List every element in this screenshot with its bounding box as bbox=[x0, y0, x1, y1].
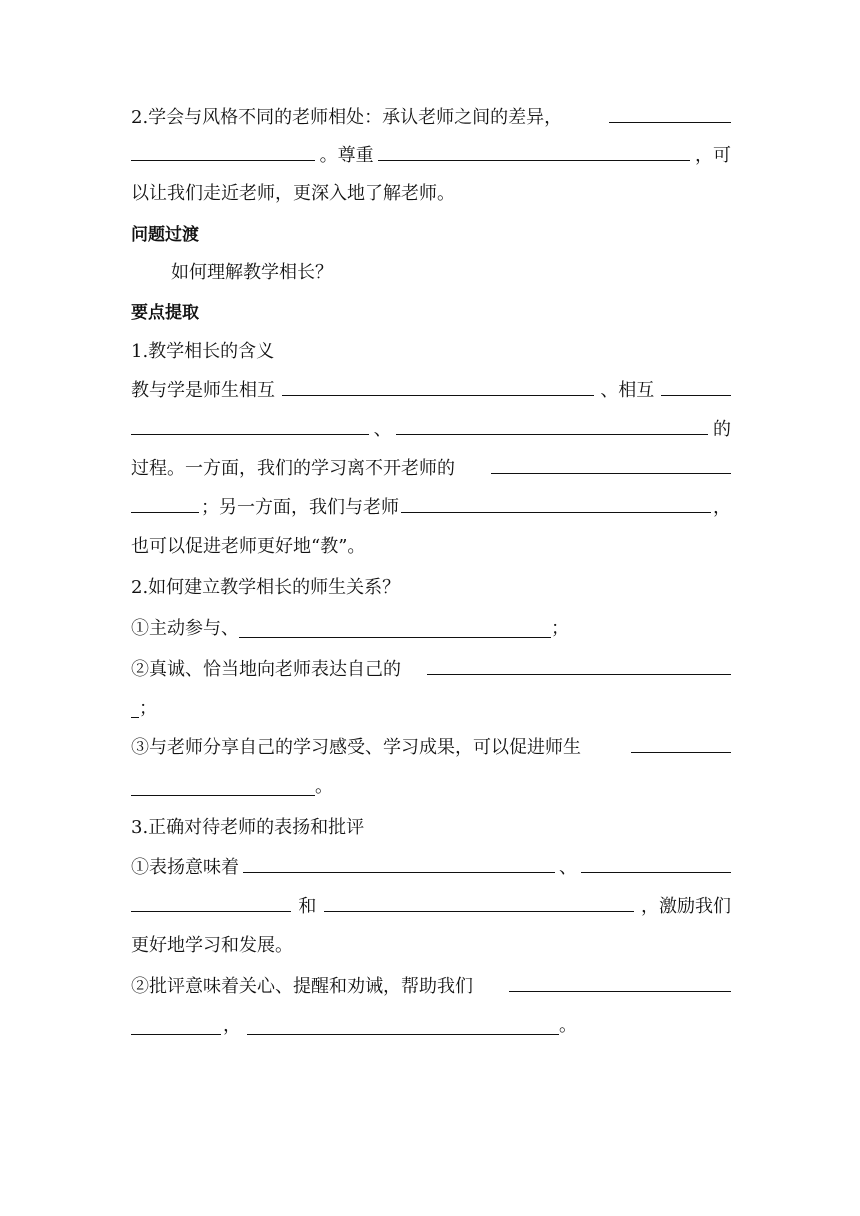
p1-line-2 bbox=[131, 411, 731, 449]
heading-transition: 问题过渡 bbox=[131, 225, 199, 245]
s1-text-2b: ，可 bbox=[694, 145, 731, 166]
p2-text-3-end: 。 bbox=[315, 776, 333, 797]
p2-text-3: ③与老师分享自己的学习感受、学习成果，可以促进师生 bbox=[131, 737, 581, 758]
blank[interactable] bbox=[131, 695, 139, 718]
blank[interactable] bbox=[131, 773, 315, 796]
p2-item-3-cont bbox=[131, 768, 731, 806]
s1-line-1 bbox=[131, 99, 731, 137]
p2-text-1b: ； bbox=[551, 618, 569, 639]
p3-text-1c: 和 bbox=[298, 896, 317, 917]
p1-text-3: 过程。一方面，我们的学习离不开老师的 bbox=[131, 458, 455, 479]
p1-text-5: 也可以促进老师更好地“教”。 bbox=[131, 536, 366, 557]
blank[interactable] bbox=[131, 138, 315, 161]
p3-text-1d: ，激励我们 bbox=[640, 896, 731, 917]
blank[interactable] bbox=[247, 1012, 559, 1035]
p1-line-3 bbox=[131, 450, 731, 488]
s1-text-1: 2.学会与风格不同的老师相处：承认老师之间的差异， bbox=[131, 107, 563, 128]
p1-title: 1.教学相长的含义 bbox=[131, 341, 275, 362]
p3-text-1a: ①表扬意味着 bbox=[131, 857, 239, 878]
p2-text-2-end: ； bbox=[139, 698, 157, 719]
s1-text-2a: 。尊重 bbox=[319, 145, 374, 166]
p1-text-2a: 、 bbox=[373, 419, 392, 440]
blank[interactable] bbox=[378, 138, 690, 161]
blank[interactable] bbox=[131, 889, 291, 912]
p1-text-2b: 的 bbox=[712, 419, 731, 440]
blank[interactable] bbox=[581, 850, 731, 873]
p3-item-2 bbox=[131, 968, 731, 1006]
p2-text-1a: ①主动参与、 bbox=[131, 618, 239, 639]
blank[interactable] bbox=[131, 490, 199, 513]
p1-text-1b: 、相互 bbox=[600, 380, 655, 401]
heading-key-points: 要点提取 bbox=[131, 303, 199, 323]
blank[interactable] bbox=[239, 615, 551, 638]
p1-line-1 bbox=[131, 372, 731, 410]
blank[interactable] bbox=[131, 412, 369, 435]
p1-text-4a: ；另一方面，我们与老师 bbox=[201, 497, 399, 518]
blank[interactable] bbox=[282, 373, 594, 396]
p3-text-2b: ， bbox=[223, 1015, 241, 1036]
blank[interactable] bbox=[243, 850, 555, 873]
p2-text-2: ②真诚、恰当地向老师表达自己的 bbox=[131, 659, 401, 680]
blank[interactable] bbox=[427, 652, 731, 675]
transition-question: 如何理解教学相长？ bbox=[171, 262, 333, 283]
p2-title: 2.如何建立教学相长的师生关系？ bbox=[131, 577, 401, 598]
blank[interactable] bbox=[609, 100, 731, 123]
p3-item-1 bbox=[131, 849, 731, 887]
blank[interactable] bbox=[491, 451, 731, 474]
p3-item-2-cont bbox=[131, 1007, 731, 1045]
p2-item-2-cont bbox=[131, 690, 731, 728]
s1-text-3: 以让我们走近老师，更深入地了解老师。 bbox=[131, 183, 455, 204]
blank[interactable] bbox=[131, 1012, 221, 1035]
blank[interactable] bbox=[661, 373, 731, 396]
p3-text-2c: 。 bbox=[559, 1015, 577, 1036]
p2-item-3 bbox=[131, 729, 731, 767]
blank[interactable] bbox=[631, 730, 731, 753]
p1-line-4 bbox=[131, 489, 731, 527]
p2-item-2 bbox=[131, 651, 731, 689]
blank[interactable] bbox=[401, 490, 711, 513]
s1-line-2 bbox=[131, 137, 731, 175]
p3-text-1e: 更好地学习和发展。 bbox=[131, 935, 293, 956]
blank[interactable] bbox=[509, 969, 731, 992]
p1-text-4b: ， bbox=[713, 497, 731, 518]
p3-item-1-cont bbox=[131, 888, 731, 926]
blank[interactable] bbox=[324, 889, 634, 912]
p3-text-2: ②批评意味着关心、提醒和劝诫，帮助我们 bbox=[131, 976, 473, 997]
blank[interactable] bbox=[396, 412, 708, 435]
p3-title: 3.正确对待老师的表扬和批评 bbox=[131, 817, 365, 838]
p1-text-1a: 教与学是师生相互 bbox=[131, 380, 275, 401]
p2-item-1 bbox=[131, 610, 731, 648]
p3-text-1b: 、 bbox=[559, 857, 577, 878]
